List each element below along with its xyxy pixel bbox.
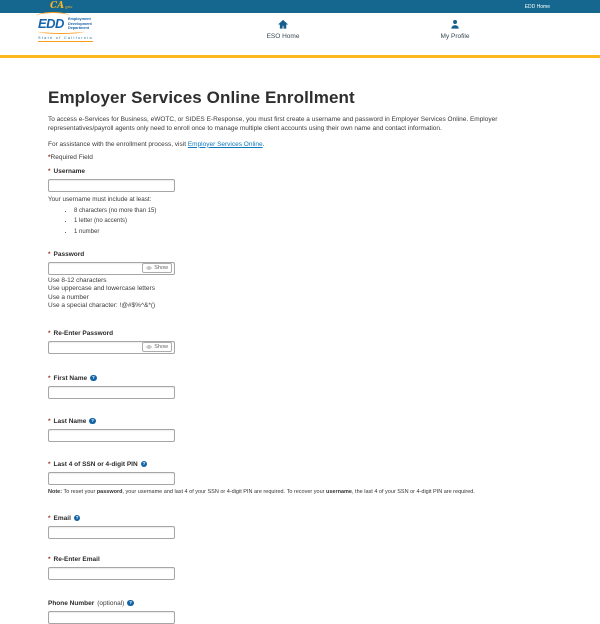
username-label (48, 167, 557, 176)
edd-logo-swoosh-top (36, 12, 70, 21)
username-group (48, 167, 557, 236)
ssn-note-bold: username (326, 488, 352, 495)
ca-gov-logo-text: CA (50, 1, 65, 11)
reenter-password-input[interactable] (49, 342, 142, 352)
last-name-label-text: Last Name (53, 417, 87, 425)
top-utility-bar (0, 0, 600, 13)
password-rule: Use a number (48, 293, 89, 301)
edd-logo-row (38, 17, 93, 31)
required-star: * (48, 329, 51, 337)
first-name-label-text: First Name (53, 374, 88, 382)
reenter-password-label (48, 329, 557, 338)
password-label-text: Password (53, 250, 85, 258)
reenter-email-label (48, 555, 557, 564)
site-header (0, 13, 600, 55)
ssn-note-bold: password (96, 488, 123, 495)
ssn-note-bold: Note: (48, 488, 63, 495)
required-star: * (48, 555, 51, 563)
reenter-password-label-text: Re-Enter Password (53, 329, 114, 337)
username-input[interactable] (48, 179, 175, 192)
email-label (48, 514, 557, 523)
email-input[interactable] (48, 526, 175, 539)
password-rule: Use 8-12 characters (48, 276, 107, 284)
nav-my-profile[interactable] (441, 19, 470, 40)
password-group (48, 250, 557, 311)
username-requirement: • 8 characters (no more than 15) (74, 207, 557, 215)
password-show-button[interactable] (142, 263, 172, 273)
edd-logo-line-3: Department (67, 26, 90, 31)
page-title: Employer Services Online Enrollment (48, 87, 355, 107)
first-name-group (48, 374, 557, 399)
nav-eso-home[interactable] (267, 19, 300, 40)
username-requirement: • 1 letter (no accents) (74, 217, 557, 225)
password-label (48, 250, 557, 259)
reenter-password-show-label: Show (154, 344, 168, 350)
edd-logo-line-1: Employment (67, 17, 91, 21)
required-field-note (48, 154, 557, 161)
edd-home-link[interactable]: EDD Home (524, 3, 550, 10)
phone-input[interactable] (48, 611, 175, 624)
first-name-input[interactable] (48, 386, 175, 399)
email-group (48, 514, 557, 539)
eye-icon (146, 344, 152, 350)
required-star: * (48, 417, 51, 425)
home-icon (278, 19, 289, 30)
required-star: * (48, 167, 51, 175)
edd-logo-department-lines (68, 17, 92, 31)
last-name-label (48, 417, 557, 426)
nav-eso-home-label: ESO Home (266, 33, 300, 40)
email-help-icon[interactable]: ? (75, 514, 79, 520)
reenter-email-group (48, 555, 557, 580)
person-icon (450, 19, 461, 30)
password-show-label: Show (154, 265, 168, 271)
phone-help-icon[interactable]: ? (129, 599, 132, 605)
username-label-text: Username (53, 167, 85, 175)
intro-paragraph: To access e-Services for Business, eWOTC, or SIDES E-Response, you must first create a username and password in Employer Services Online. Employer representatives/payroll agents only need to enroll once to manage multiple client accounts using their own name and contact information. (48, 115, 498, 132)
reenter-email-label-text: Re-Enter Email (53, 555, 100, 563)
nav-my-profile-label: My Profile (440, 33, 470, 40)
last-name-help-icon[interactable]: ? (91, 417, 95, 423)
ca-gov-logo[interactable] (50, 2, 72, 11)
reenter-password-group (48, 329, 557, 354)
reenter-email-input[interactable] (48, 567, 175, 580)
reenter-password-show-button[interactable] (142, 342, 172, 352)
ca-gov-logo-suffix: gov (65, 4, 73, 9)
first-name-help-icon[interactable]: ? (92, 374, 95, 380)
reenter-password-field (48, 341, 175, 354)
ssn-pin-group (48, 460, 557, 496)
enrollment-form-page (0, 58, 600, 624)
phone-group (48, 599, 557, 624)
eye-icon (146, 265, 152, 271)
employer-services-online-link[interactable]: Employer Services Online (187, 140, 263, 148)
edd-logo-state-text: State of California (38, 36, 93, 43)
phone-label-text: Phone Number (48, 599, 95, 607)
username-hint-title: Your username must include at least: (48, 195, 152, 203)
password-rules (48, 277, 557, 311)
required-star: * (48, 460, 51, 468)
password-rule: Use a special character: !@#$%^&*() (48, 302, 156, 309)
password-input[interactable] (49, 263, 142, 273)
assistance-line (48, 140, 557, 149)
edd-logo[interactable] (38, 17, 93, 42)
last-name-input[interactable] (48, 429, 175, 442)
last-name-group (48, 417, 557, 442)
assistance-suffix: . (262, 140, 265, 148)
ssn-pin-help-icon[interactable]: ? (142, 460, 146, 466)
phone-optional-text: (optional) (97, 599, 125, 607)
password-field (48, 262, 175, 275)
first-name-label (48, 374, 557, 383)
username-requirement: • 1 number (74, 228, 557, 236)
username-requirements-list (48, 207, 557, 236)
required-star: * (48, 153, 51, 161)
assistance-prefix: For assistance with the enrollment process, visit (48, 140, 188, 148)
edd-logo-wordmark: EDD (38, 16, 64, 32)
required-star: * (48, 374, 51, 382)
ssn-pin-label-text: Last 4 of SSN or 4-digit PIN (53, 460, 138, 468)
required-star: * (48, 250, 51, 258)
ssn-pin-note: Note: To reset your password, your username and last 4 of your SSN or 4-digit PIN are required. To recover your username, the last 4 of your SSN or 4-digit PIN are required. (48, 488, 475, 495)
phone-label (48, 599, 557, 608)
edd-logo-line-2: Development (67, 21, 92, 26)
required-star: * (48, 514, 51, 522)
ssn-pin-input[interactable] (48, 472, 175, 485)
password-rule: Use uppercase and lowercase letters (48, 285, 155, 292)
email-label-text: Email (53, 514, 71, 522)
ssn-pin-label (48, 460, 557, 469)
required-field-label: Required Field (50, 153, 93, 161)
